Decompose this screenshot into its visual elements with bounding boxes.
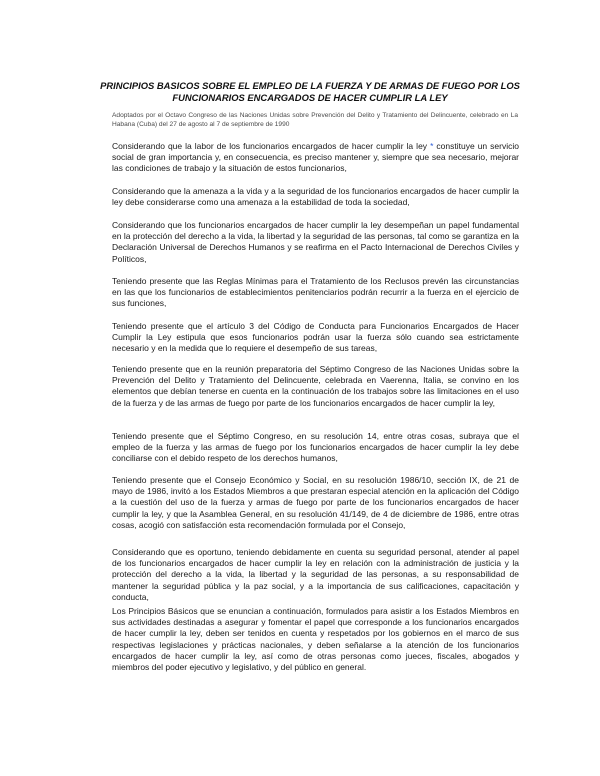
paragraph-5: Teniendo presente que el artículo 3 del Código de Conducta para Funcionarios Encargados de Hacer Cumplir la Ley estipula que esos funcionarios podrán usar la fuerza sólo cuando sea estrictamente necesario y en la medida que lo requiere el desempeño de sus tareas, <box>112 321 519 354</box>
document-subtitle: Adoptados por el Octavo Congreso de las Naciones Unidas sobre Prevención del Delito y Tratamiento del Delincuente, celebrado en La Habana (Cuba) del 27 de agosto al 7 de septiembre de 1990 <box>112 112 518 128</box>
paragraph-1-text-end: constituye un servicio social de gran importancia y, en consecuencia, es preciso mantener y, siempre que sea necesario, mejorar las condiciones de trabajo y la situación de estos funcionarios, <box>112 141 519 174</box>
paragraph-10: Los Principios Básicos que se enuncian a continuación, formulados para asistir a los Estados Miembros en sus actividades destinadas a asegurar y fomentar el papel que corresponde a los funcionarios encargados de hacer cumplir la ley, deben ser tenidos en cuenta y respetados por los gobiernos en el marco de sus respectivas legislaciones y prácticas nacionales, y deben señalarse a la atención de los funcionarios encargados de hacer cumplir la ley, así como de otras personas como jueces, fiscales, abogados y miembros del poder ejecutivo y legislativo, y del público en general. <box>112 606 519 673</box>
paragraph-7: Teniendo presente que el Séptimo Congreso, en su resolución 14, entre otras cosas, subraya que el empleo de la fuerza y las armas de fuego por los funcionarios encargados de hacer cumplir la ley debe conciliarse con el debido respeto de los derechos humanos, <box>112 431 519 464</box>
paragraph-8: Teniendo presente que el Consejo Económico y Social, en su resolución 1986/10, sección IX, de 21 de mayo de 1986, invitó a los Estados Miembros a que prestaran especial atención en la aplicación del Código a la cuestión del uso de la fuerza y armas de fuego por parte de los funcionarios encargados de hacer cumplir la ley, y que la Asamblea General, en su resolución 41/149, de 4 de diciembre de 1986, entre otras cosas, acogió con satisfacción esta recomendación formulada por el Consejo, <box>112 475 519 530</box>
footnote-reference-link[interactable]: * <box>430 141 434 151</box>
paragraph-2: Considerando que la amenaza a la vida y a la seguridad de los funcionarios encargados de hacer cumplir la ley debe considerarse como una amenaza a la estabilidad de toda la sociedad, <box>112 186 519 208</box>
paragraph-6: Teniendo presente que en la reunión preparatoria del Séptimo Congreso de las Naciones Unidas sobre la Prevención del Delito y Tratamiento del Delincuente, celebrada en Vaerenna, Italia, se convino en los elementos que debían tenerse en cuenta en la continuación de los trabajos sobre las limitaciones en el uso de la fuerza y de las armas de fuego por parte de los funcionarios encargados de hacer cumplir la ley, <box>112 364 519 408</box>
paragraph-3: Considerando que los funcionarios encargados de hacer cumplir la ley desempeñan un papel fundamental en la protección del derecho a la vida, la libertad y la seguridad de las personas, tal como se garantiza en la Declaración Universal de Derechos Humanos y se reafirma en el Pacto Internacional de Derechos Civiles y Políticos, <box>112 220 519 264</box>
paragraph-1 <box>112 141 519 175</box>
document-title: PRINCIPIOS BASICOS SOBRE EL EMPLEO DE LA FUERZA Y DE ARMAS DE FUEGO POR LOS FUNCIONARIOS ENCARGADOS DE HACER CUMPLIR LA LEY <box>100 80 520 103</box>
paragraph-1-text-start: Considerando que la labor de los funcionarios encargados de hacer cumplir la ley <box>112 141 431 151</box>
paragraph-9: Considerando que es oportuno, teniendo debidamente en cuenta su seguridad personal, atender al papel de los funcionarios encargados de hacer cumplir la ley en relación con la administración de justicia y la protección del derecho a la vida, la libertad y la seguridad de las personas, a su responsabilidad de mantener la seguridad pública y la paz social, y a la importancia de sus calificaciones, capacitación y conducta, <box>112 547 519 602</box>
paragraph-4: Teniendo presente que las Reglas Mínimas para el Tratamiento de los Reclusos prevén las circunstancias en las que los funcionarios de establecimientos penitenciarios podrán recurrir a la fuerza en el ejercicio de sus funciones, <box>112 276 519 309</box>
